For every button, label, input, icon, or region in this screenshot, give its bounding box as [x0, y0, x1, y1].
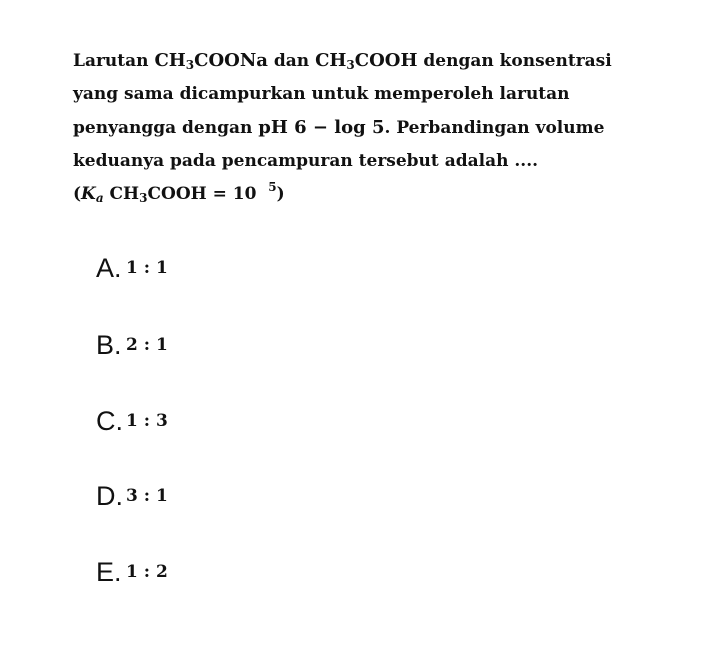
option-value: 1 : 1 — [126, 258, 168, 278]
question-line-1 — [73, 44, 673, 78]
option-d[interactable] — [96, 476, 296, 516]
question-line-4: keduanya pada pencampuran tersebut adalah .... — [73, 151, 539, 171]
option-letter: C. — [96, 405, 123, 436]
option-value: 3 : 1 — [126, 486, 168, 506]
option-value: 2 : 1 — [126, 335, 168, 355]
text-segment: penyangga dengan — [73, 118, 259, 138]
option-e[interactable] — [96, 552, 296, 592]
option-letter: A. — [96, 252, 122, 283]
option-a[interactable] — [96, 248, 296, 288]
question-line-3 — [73, 111, 673, 145]
option-value: 1 : 3 — [126, 411, 168, 431]
question-text — [73, 44, 673, 211]
question-line-2: yang sama dicampurkan untuk memperoleh larutan — [73, 84, 570, 104]
ka-expression: ($K_a$ $CH_3COOH = 10$ $^5$) — [73, 180, 285, 205]
option-c[interactable] — [96, 401, 296, 441]
text-segment: dengan konsentrasi — [417, 51, 612, 71]
option-letter: D. — [96, 480, 123, 511]
chem-formula-ch3cooh: $CH_3COOH$ — [315, 50, 418, 72]
option-letter: B. — [96, 329, 122, 360]
option-value: 1 : 2 — [126, 562, 168, 582]
option-b[interactable] — [96, 325, 296, 365]
chem-formula-ch3coona: $CH_3COONa$ — [154, 50, 268, 72]
text-segment: . Perbandingan volume — [384, 118, 605, 138]
text-segment: dan — [267, 51, 316, 71]
ph-expression: pH 6 − log 5 — [258, 117, 385, 138]
text-segment: Larutan — [73, 51, 155, 71]
option-letter: E. — [96, 556, 122, 587]
